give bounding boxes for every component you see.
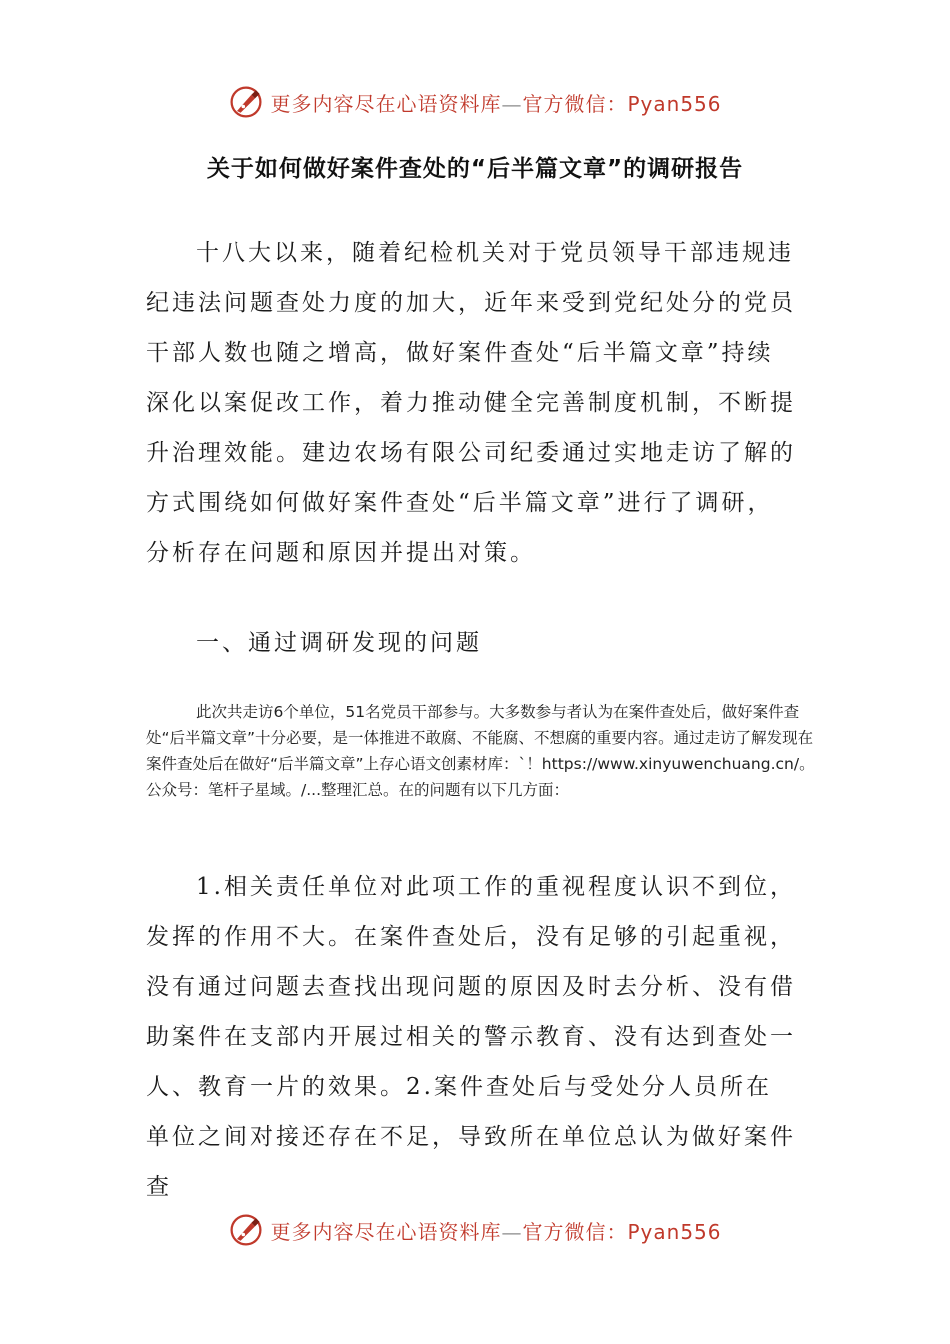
intro-paragraph: 十八大以来，随着纪检机关对于党员领导干部违规违纪违法问题查处力度的加大，近年来受到党纪处分的党员干部人数也随之增高，做好案件查处“后半篇文章”持续深化以案促改工作，着力推动健全完善制度机制，不断提升治理效能。建边农场有限公司纪委通过实地走访了解的方式围绕如何做好案件查处“后半篇文章”进行了调研，分析存在问题和原因并提出对策。 [146, 240, 796, 566]
section-heading-problems: 一、通过调研发现的问题 [196, 630, 482, 656]
pen-nib-logo-icon [228, 84, 264, 120]
watermark-text: 更多内容尽在心语资料库—官方微信：Pyan556 [270, 91, 722, 116]
pen-nib-logo-icon [228, 1212, 264, 1248]
watermark-footer [0, 1210, 950, 1250]
findings-paragraph: 1.相关责任单位对此项工作的重视程度认识不到位，发挥的作用不大。在案件查处后，没有足够的引起重视，没有通过问题去查找出现问题的原因及时去分析、没有借助案件在支部内开展过相关的警示教育、没有达到查处一人、教育一片的效果。2.案件查处后与受处分人员所在单位之间对接还存在不足，导致所在单位总认为做好案件查 [146, 874, 796, 1200]
document-title: 关于如何做好案件查处的“后半篇文章”的调研报告 [206, 156, 744, 182]
watermark-header [0, 82, 950, 122]
watermark-text: 更多内容尽在心语资料库—官方微信：Pyan556 [270, 1219, 722, 1244]
survey-paragraph: 此次共走访6个单位，51名党员干部参与。大多数参与者认为在案件查处后，做好案件查处“后半篇文章”十分必要，是一体推进不敢腐、不能腐、不想腐的重要内容。通过走访了解发现在案件查处后在做好“后半篇文章”上存心语文创素材库：`！https://www.xinyuwenchuang.cn/。公众号：笔杆子星域。/...整理汇总。在的问题有以下几方面： [146, 703, 815, 799]
